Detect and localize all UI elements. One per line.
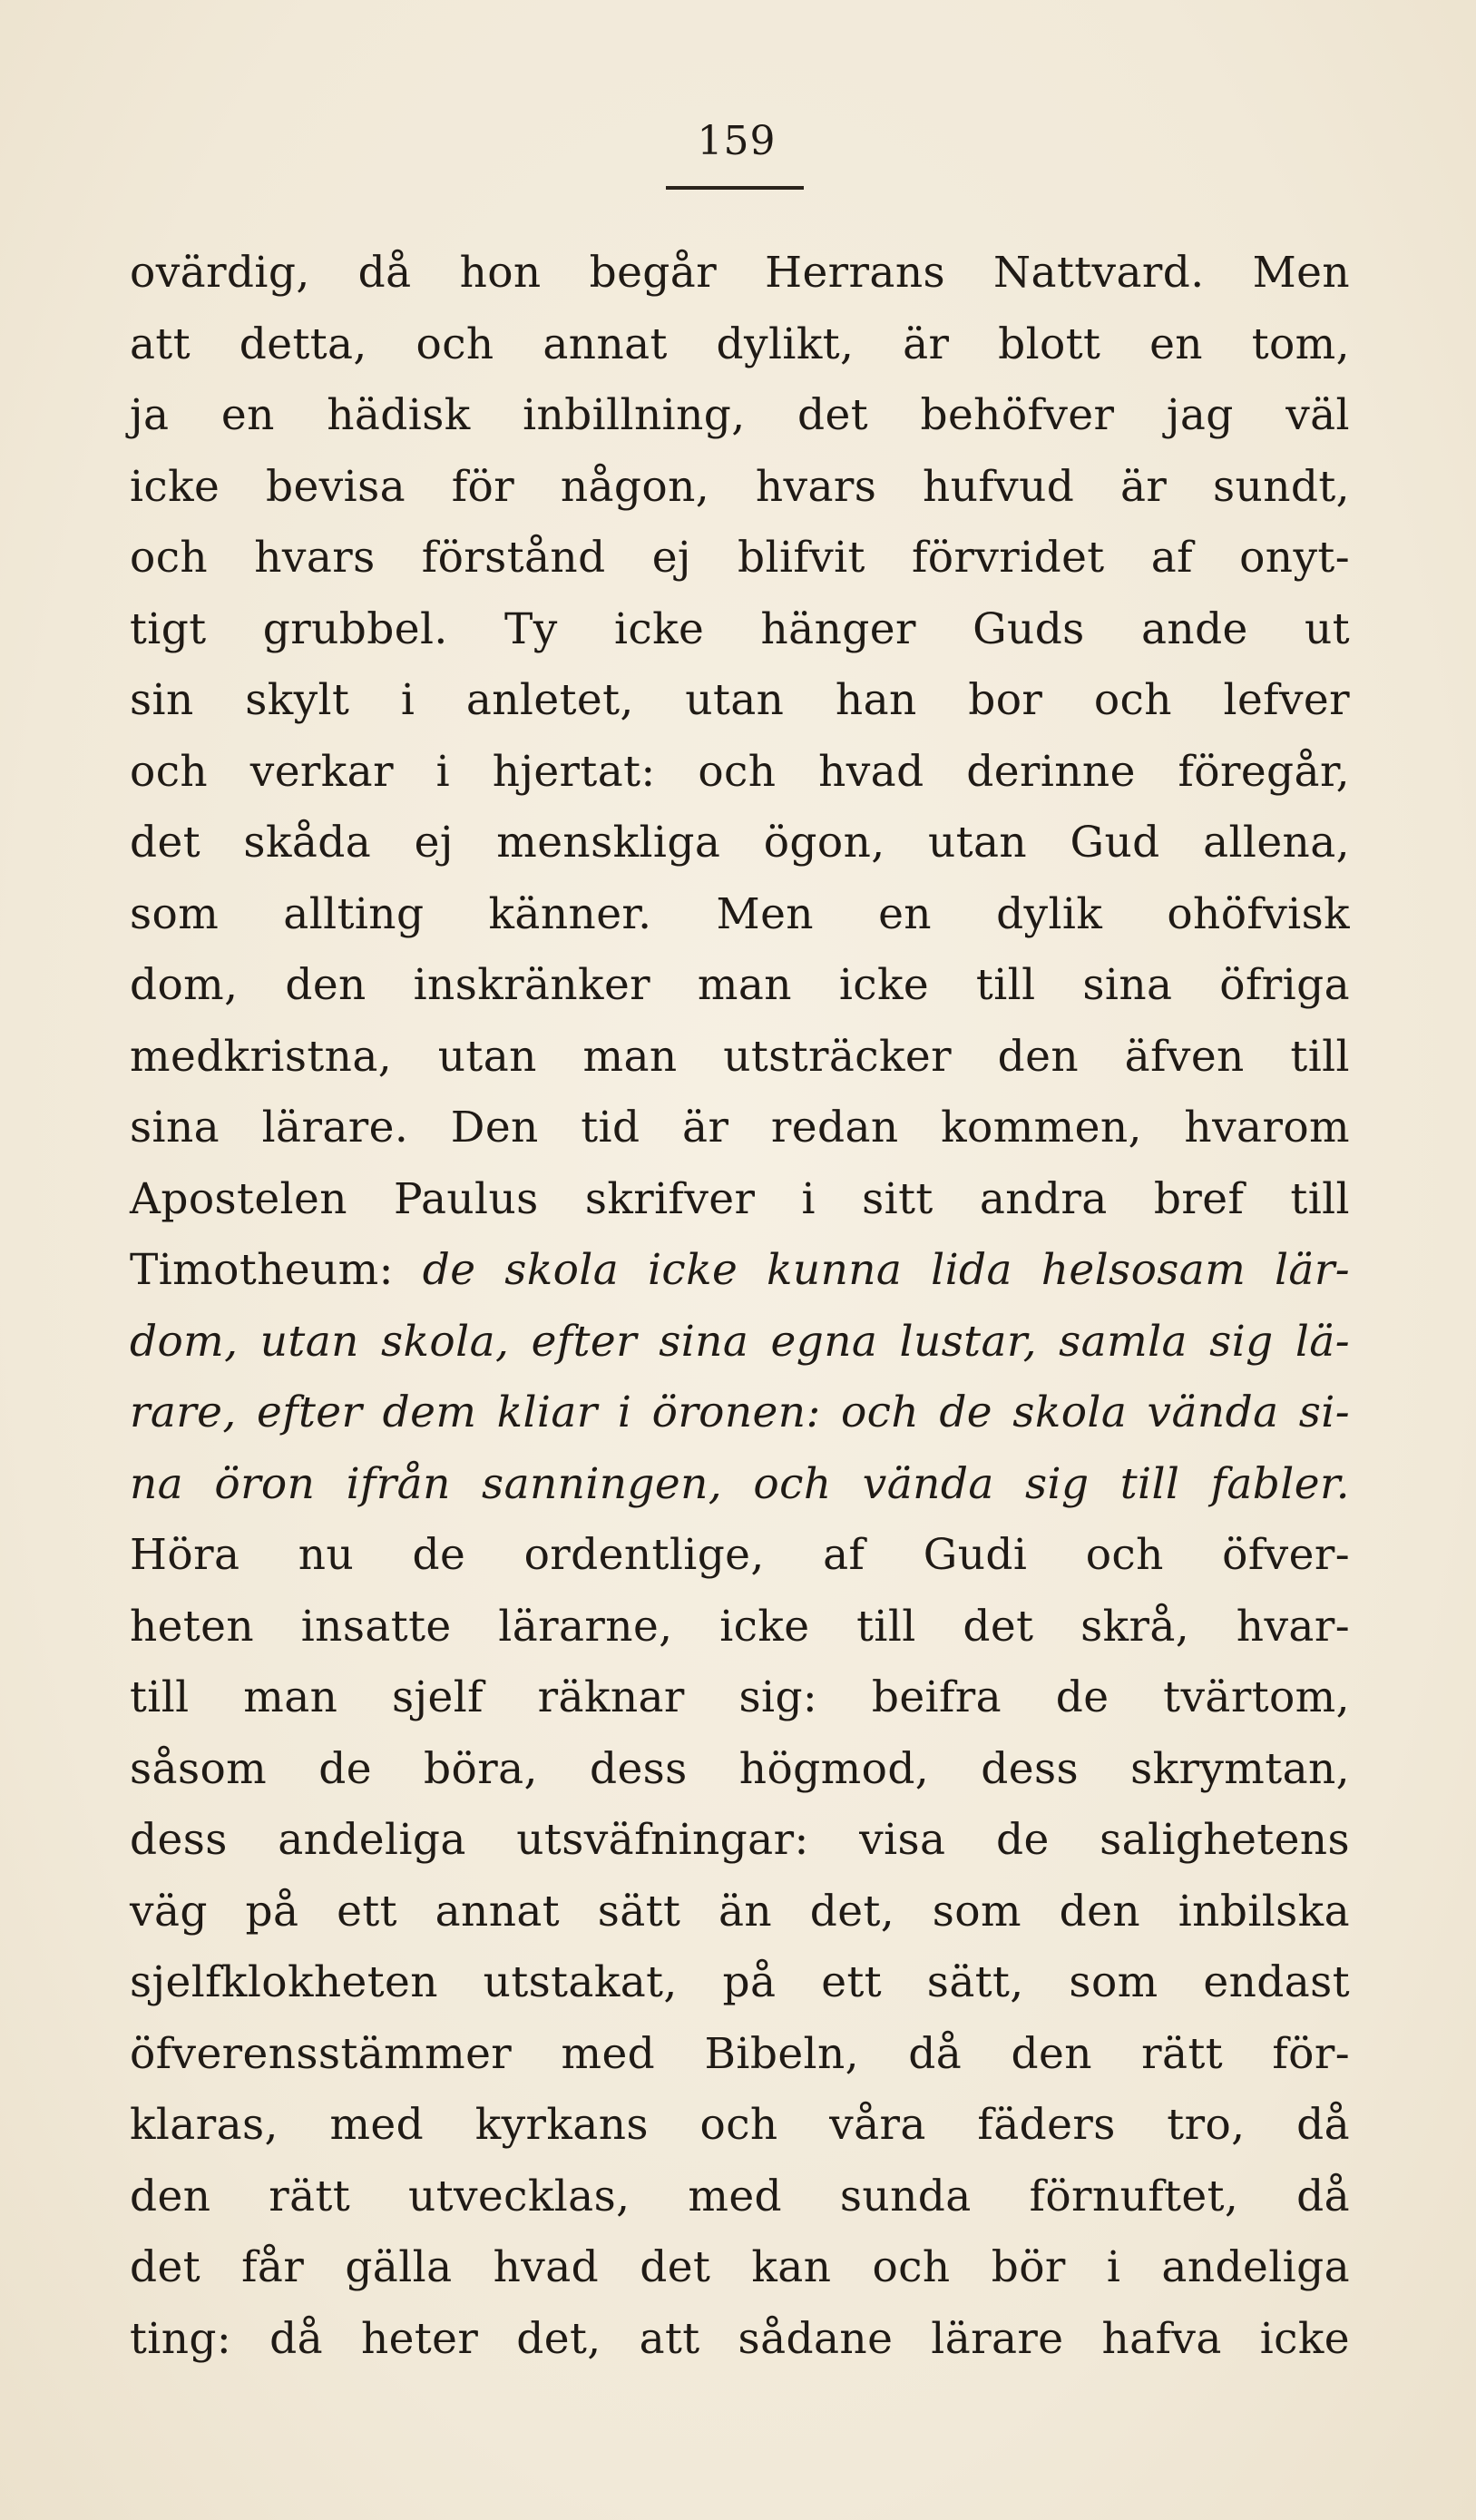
text-line: till man sjelf räknar sig: beifra de tvärtom, xyxy=(130,1672,1350,1722)
text-line: den rätt utvecklas, med sunda förnuftet, då xyxy=(130,2171,1350,2221)
header-rule xyxy=(666,186,804,190)
text-line-quote xyxy=(130,1449,1350,1521)
text-line: dess andeliga utsväfningar: visa de salighetens xyxy=(130,1815,1350,1865)
quote-text: dom, utan skola, efter sina egna lustar, samla sig lä- xyxy=(130,1316,1350,1367)
text-line: det skåda ej menskliga ögon, utan Gud allena, xyxy=(130,818,1350,868)
text-line-quote xyxy=(130,1307,1350,1378)
text-line: sina lärare. Den tid är redan kommen, hvarom xyxy=(130,1103,1350,1152)
text-line: och verkar i hjertat: och hvad derinne föregår, xyxy=(130,746,1350,797)
text-line: och hvars förstånd ej blifvit förvridet af onyt- xyxy=(130,533,1350,583)
text-line: klaras, med kyrkans och våra fäders tro, då xyxy=(130,2100,1350,2150)
text-line: Höra nu de ordentlige, af Gudi och öfver- xyxy=(130,1530,1350,1580)
text-line: ovärdig, då hon begår Herrans Nattvard. Men xyxy=(130,248,1350,298)
text-line-quote-start: Timotheum: de skola icke kunna lida helsosam lär- xyxy=(130,1245,1350,1295)
text-line: såsom de böra, dess högmod, dess skrymtan, xyxy=(130,1743,1350,1794)
text-line: medkristna, utan man utsträcker den äfven till xyxy=(130,1031,1350,1082)
quote-text: de skola icke kunna lida helsosam lär- xyxy=(422,1245,1350,1295)
text-line: tigt grubbel. Ty icke hänger Guds ande ut xyxy=(130,603,1350,654)
text-line: heten insatte lärarne, icke till det skrå, hvar- xyxy=(130,1601,1350,1652)
text-line: ja en hädisk inbillning, det behöfver jag väl xyxy=(130,390,1350,440)
text-line: som allting känner. Men en dylik ohöfvisk xyxy=(130,888,1350,939)
quote-text: rare, efter dem kliar i öronen: och de skola vända si- xyxy=(130,1387,1350,1437)
text-line: sin skylt i anletet, utan han bor och lefver xyxy=(130,675,1350,725)
text-line-quote xyxy=(130,1378,1350,1449)
text-line: öfverensstämmer med Bibeln, då den rätt för- xyxy=(130,2028,1350,2079)
text-line: Apostelen Paulus skrifver i sitt andra bref till xyxy=(130,1173,1350,1224)
page-number: 159 xyxy=(697,118,777,164)
text-line: dom, den inskränker man icke till sina öfriga xyxy=(130,960,1350,1010)
text-line: ting: då heter det, att sådane lärare hafva icke xyxy=(130,2313,1350,2364)
quote-text: na öron ifrån sanningen, och vända sig till fabler. xyxy=(130,1458,1350,1509)
text-line: att detta, och annat dylikt, är blott en tom, xyxy=(130,319,1350,369)
text-line: icke bevisa för någon, hvars hufvud är sundt, xyxy=(130,461,1350,512)
body-text xyxy=(130,238,1350,2375)
text-line: det får gälla hvad det kan och bör i andeliga xyxy=(130,2242,1350,2292)
text-line: sjelfklokheten utstakat, på ett sätt, som endast xyxy=(130,1957,1350,2007)
text-line: väg på ett annat sätt än det, som den inbilska xyxy=(130,1886,1350,1937)
